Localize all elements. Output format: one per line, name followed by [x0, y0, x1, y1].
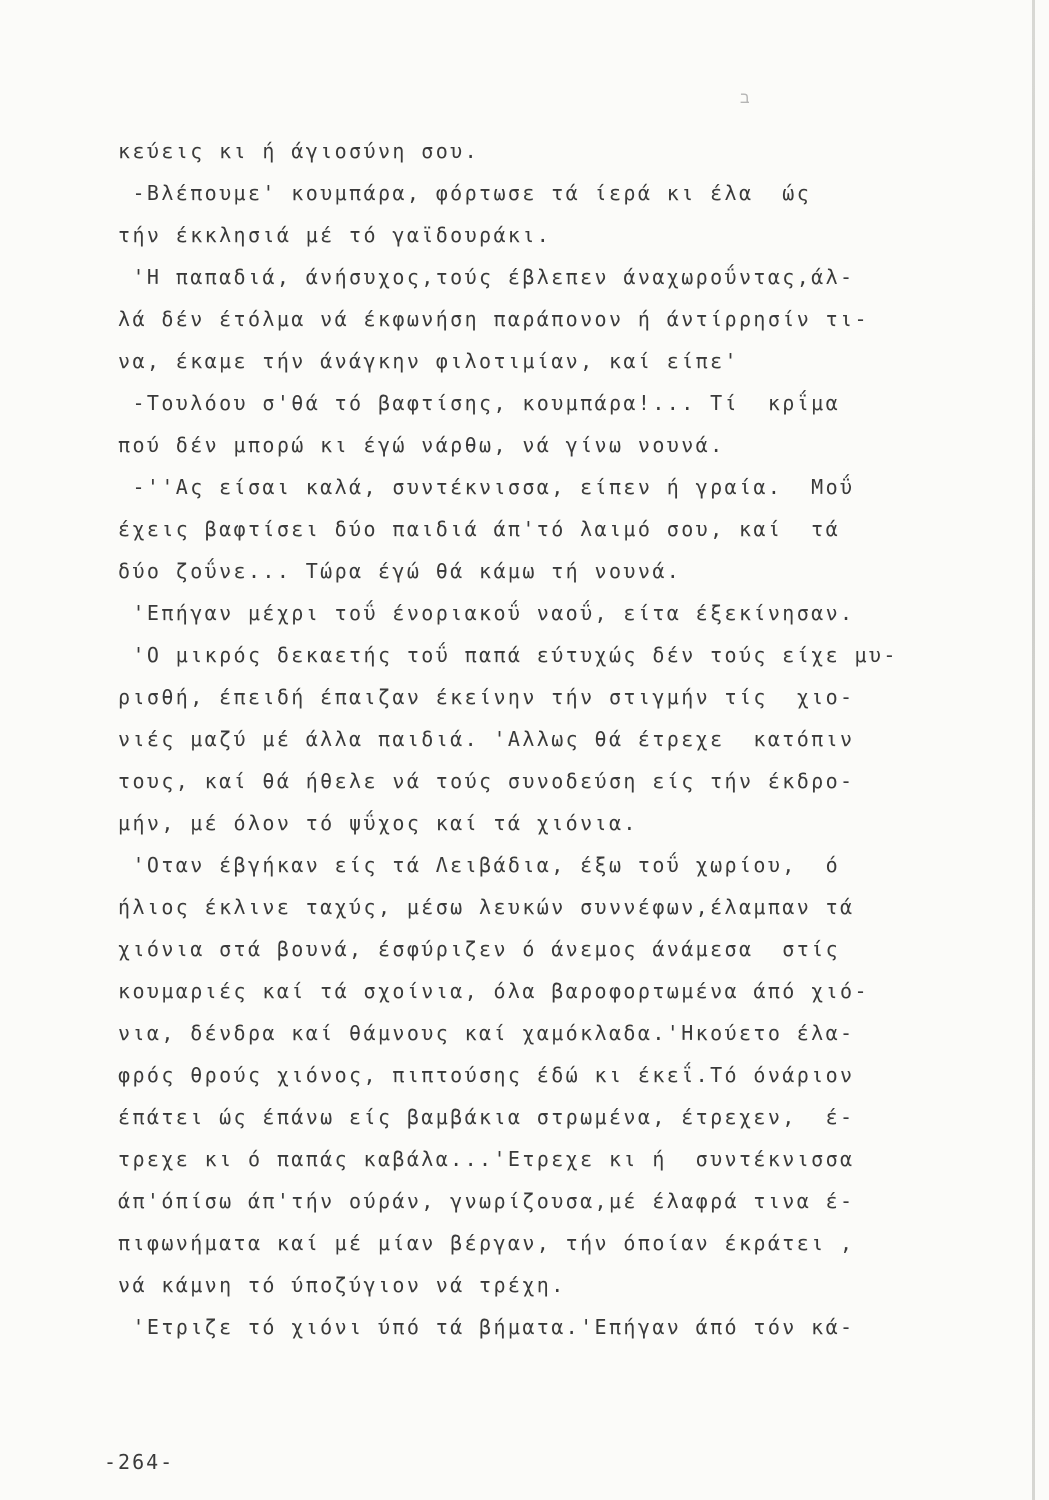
text-line: νά κάμνη τό ύποζύγιον νά τρέχη. — [118, 1273, 566, 1297]
text-line: κεύεις κι ή άγιοσύνη σου. — [118, 139, 480, 163]
text-line: 'Οταν έβγήκαν είς τά Λειβάδια, έξω τοΰ χωρίου, ό — [118, 853, 841, 877]
text-line: έπάτει ώς έπάνω είς βαμβάκια στρωμένα, έτρεχεν, έ- — [118, 1105, 855, 1129]
text-line: -Τουλόου σ'θά τό βαφτίσης, κουμπάρα!... Τί κρΐμα — [118, 391, 841, 415]
page-number: -264- — [104, 1450, 175, 1474]
text-line: να, έκαμε τήν άνάγκην φιλοτιμίαν, καί είπε' — [118, 349, 739, 373]
page-edge-shadow — [1032, 0, 1035, 1500]
text-line: δύο ζοΰνε... Τώρα έγώ θά κάμω τή νουνά. — [118, 559, 682, 583]
text-line: 'Επήγαν μέχρι τοΰ ένοριακοΰ ναοΰ, είτα έξεκίνησαν. — [118, 601, 855, 625]
text-line: τρεχε κι ό παπάς καβάλα...'Ετρεχε κι ή συντέκνισσα — [118, 1147, 855, 1171]
text-line: 'Η παπαδιά, άνήσυχος,τούς έβλεπεν άναχωροΰντας,άλ- — [118, 265, 855, 289]
text-line: τήν έκκλησιά μέ τό γαϊδουράκι. — [118, 223, 552, 247]
text-line: -''Ας είσαι καλά, συντέκνισσα, είπεν ή γραία. Μοΰ — [118, 475, 855, 499]
text-line: έχεις βαφτίσει δύο παιδιά άπ'τό λαιμό σου, καί τά — [118, 517, 841, 541]
text-line: πιφωνήματα καί μέ μίαν βέργαν, τήν όποίαν έκράτει , — [118, 1231, 855, 1255]
text-line: νιές μαζύ μέ άλλα παιδιά. 'Αλλως θά έτρεχε κατόπιν — [118, 727, 855, 751]
text-line: χιόνια στά βουνά, έσφύριζεν ό άνεμος άνάμεσα στίς — [118, 937, 841, 961]
body-text — [118, 130, 978, 1348]
text-line: πού δέν μπορώ κι έγώ νάρθω, νά γίνω νουνά. — [118, 433, 725, 457]
text-line: 'Ετριζε τό χιόνι ύπό τά βήματα.'Επήγαν άπό τόν κά- — [118, 1315, 855, 1339]
top-mark: ב — [740, 88, 750, 107]
text-line: νια, δένδρα καί θάμνους καί χαμόκλαδα.'Ηκούετο έλα- — [118, 1021, 855, 1045]
text-line: μήν, μέ όλον τό ψΰχος καί τά χιόνια. — [118, 811, 638, 835]
text-line: 'Ο μικρός δεκαετής τοΰ παπά εύτυχώς δέν τούς είχε μυ- — [118, 643, 898, 667]
text-line: κουμαριές καί τά σχοίνια, όλα βαροφορτωμένα άπό χιό- — [118, 979, 869, 1003]
text-line: λά δέν έτόλμα νά έκφωνήση παράπονον ή άντίρρησίν τι- — [118, 307, 869, 331]
text-line: -Βλέπουμε' κουμπάρα, φόρτωσε τά ίερά κι έλα ώς — [118, 181, 812, 205]
text-line: ήλιος έκλινε ταχύς, μέσω λευκών συννέφων,έλαμπαν τά — [118, 895, 855, 919]
text-line: άπ'όπίσω άπ'τήν ούράν, γνωρίζουσα,μέ έλαφρά τινα έ- — [118, 1189, 855, 1213]
text-line: ρισθή, έπειδή έπαιζαν έκείνην τήν στιγμήν τίς χιο- — [118, 685, 855, 709]
text-line: φρός θρούς χιόνος, πιπτούσης έδώ κι έκεΐ.Τό όνάριον — [118, 1063, 855, 1087]
text-line: τους, καί θά ήθελε νά τούς συνοδεύση είς τήν έκδρο- — [118, 769, 855, 793]
